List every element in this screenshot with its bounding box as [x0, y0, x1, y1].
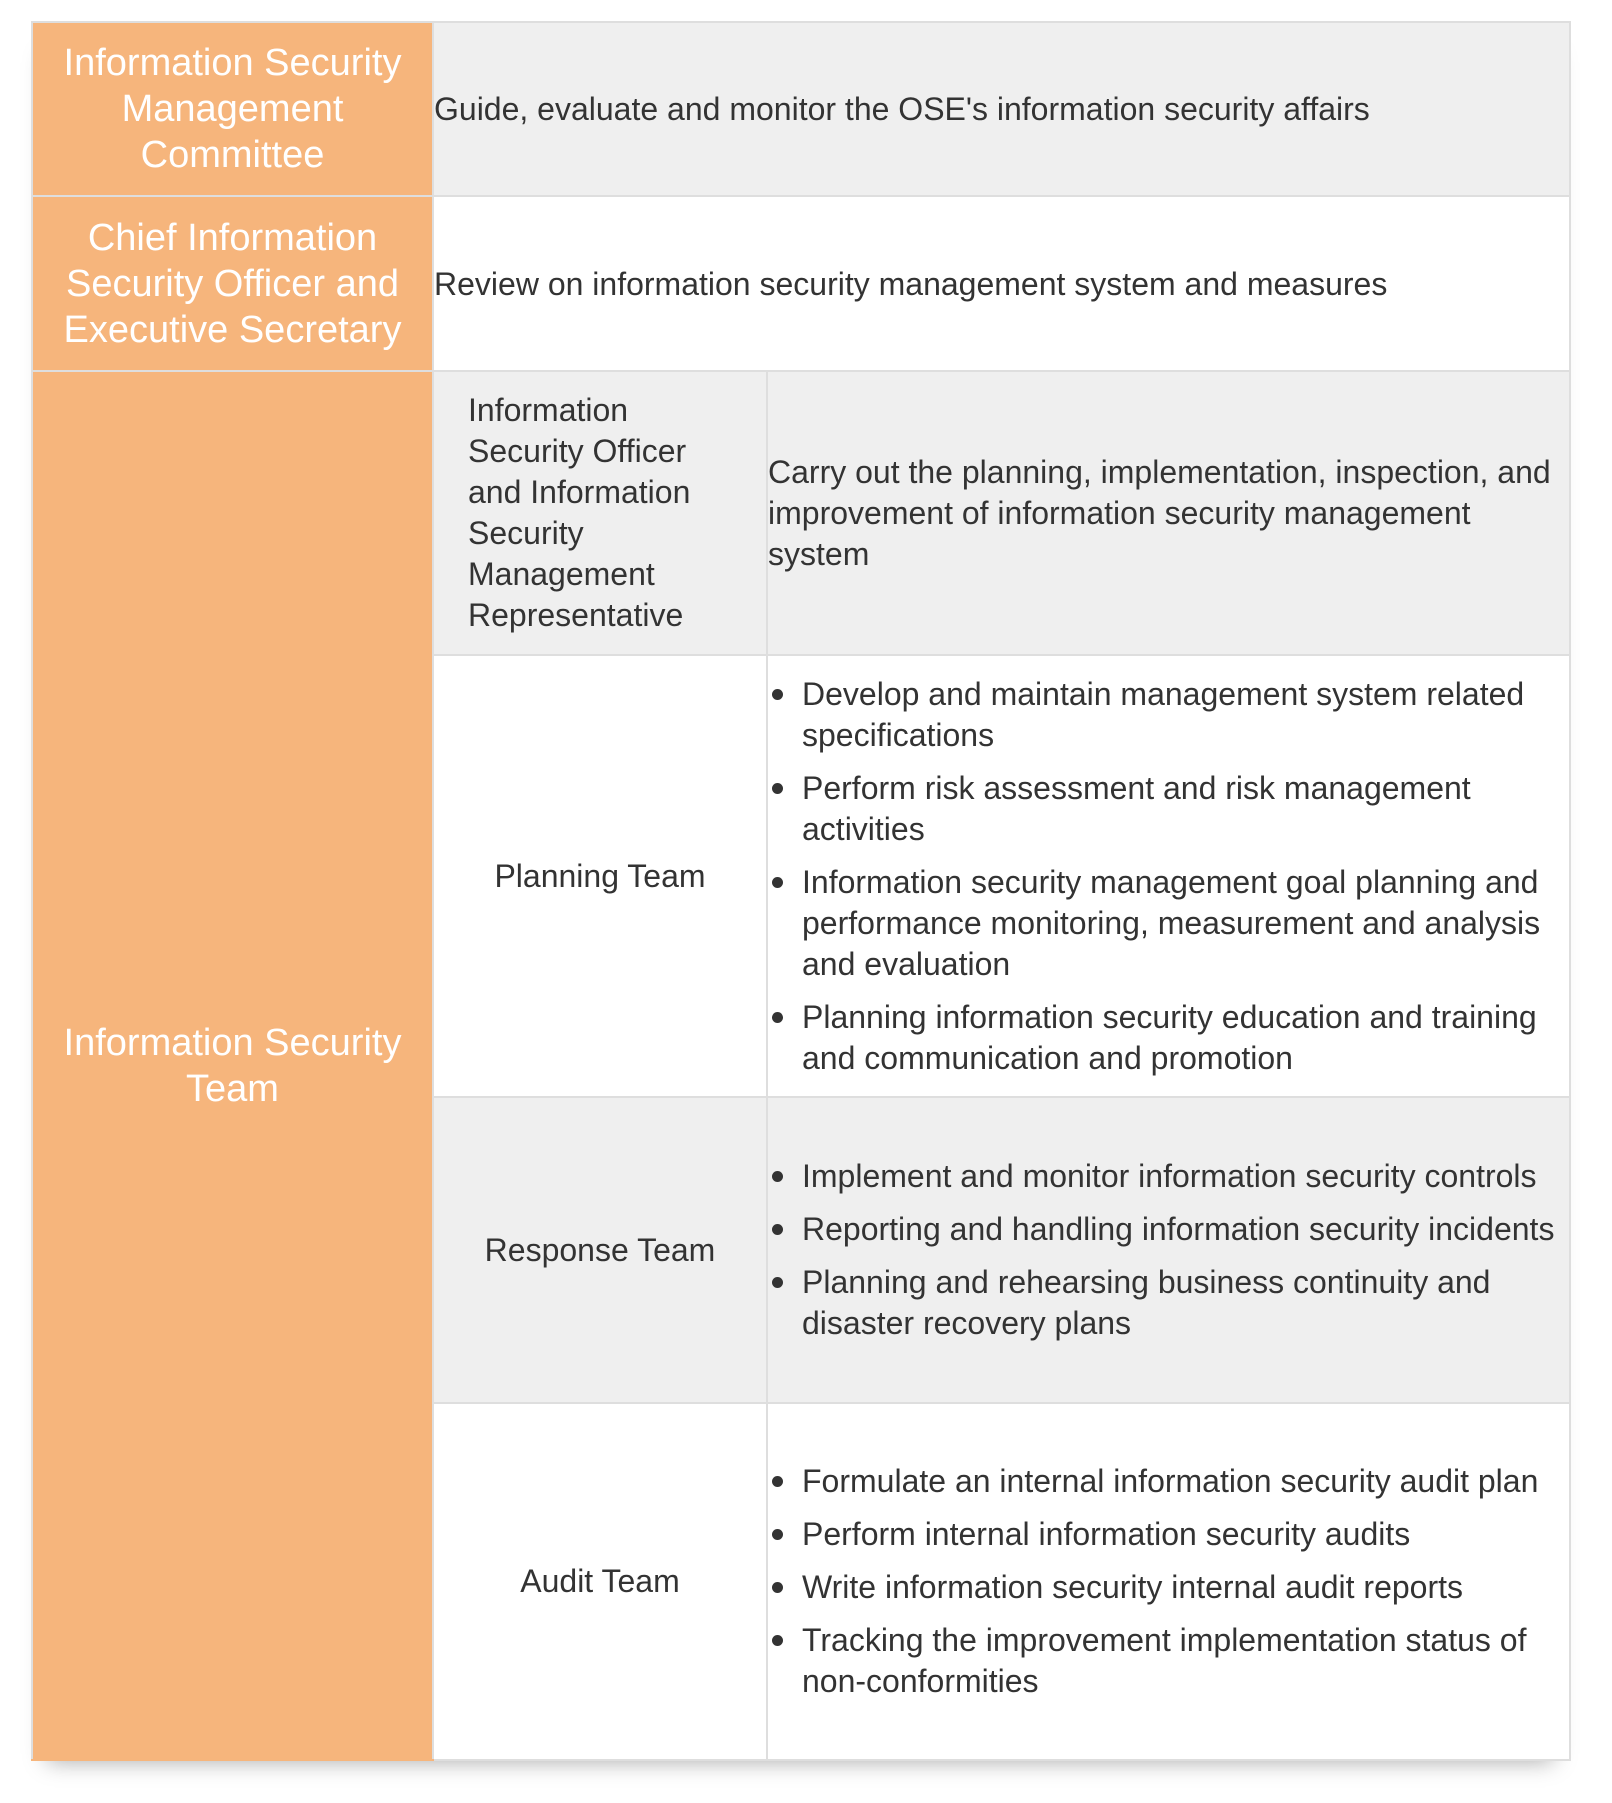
duties-audit — [767, 1403, 1570, 1760]
team-name-planning: Planning Team — [433, 655, 767, 1097]
team-name-audit: Audit Team — [433, 1403, 767, 1760]
desc-security-officer: Carry out the planning, implementation, inspection, and improvement of information security management system — [767, 371, 1570, 655]
role-ciso: Chief Information Security Officer and Executive Secretary — [32, 196, 433, 371]
list-item: Develop and maintain management system related specifications — [768, 674, 1569, 756]
role-security-officer: Information Security Officer and Information Security Management Representative — [433, 371, 767, 655]
list-item: Write information security internal audit reports — [768, 1567, 1569, 1608]
duties-response — [767, 1097, 1570, 1403]
org-responsibility-table — [31, 21, 1571, 1761]
table-row-officer — [32, 371, 1570, 655]
desc-ciso: Review on information security management system and measures — [433, 196, 1570, 371]
list-item: Perform risk assessment and risk management activities — [768, 768, 1569, 850]
list-item: Planning and rehearsing business continuity and disaster recovery plans — [768, 1262, 1569, 1344]
desc-committee: Guide, evaluate and monitor the OSE's information security affairs — [433, 22, 1570, 196]
list-item: Reporting and handling information security incidents — [768, 1209, 1569, 1250]
list-item: Information security management goal planning and performance monitoring, measurement and analysis and evaluation — [768, 862, 1569, 985]
duties-planning — [767, 655, 1570, 1097]
list-item: Perform internal information security audits — [768, 1514, 1569, 1555]
list-item: Planning information security education and training and communication and promotion — [768, 997, 1569, 1079]
org-table-frame — [31, 21, 1569, 1759]
duty-list-response — [768, 1156, 1569, 1344]
duty-list-audit — [768, 1461, 1569, 1702]
role-committee: Information Security Management Committee — [32, 22, 433, 196]
table-row-ciso — [32, 196, 1570, 371]
list-item: Formulate an internal information security audit plan — [768, 1461, 1569, 1502]
list-item: Tracking the improvement implementation status of non-conformities — [768, 1620, 1569, 1702]
list-item: Implement and monitor information security controls — [768, 1156, 1569, 1197]
role-security-team: Information Security Team — [32, 371, 433, 1760]
table-row-committee — [32, 22, 1570, 196]
duty-list-planning — [768, 674, 1569, 1079]
team-name-response: Response Team — [433, 1097, 767, 1403]
